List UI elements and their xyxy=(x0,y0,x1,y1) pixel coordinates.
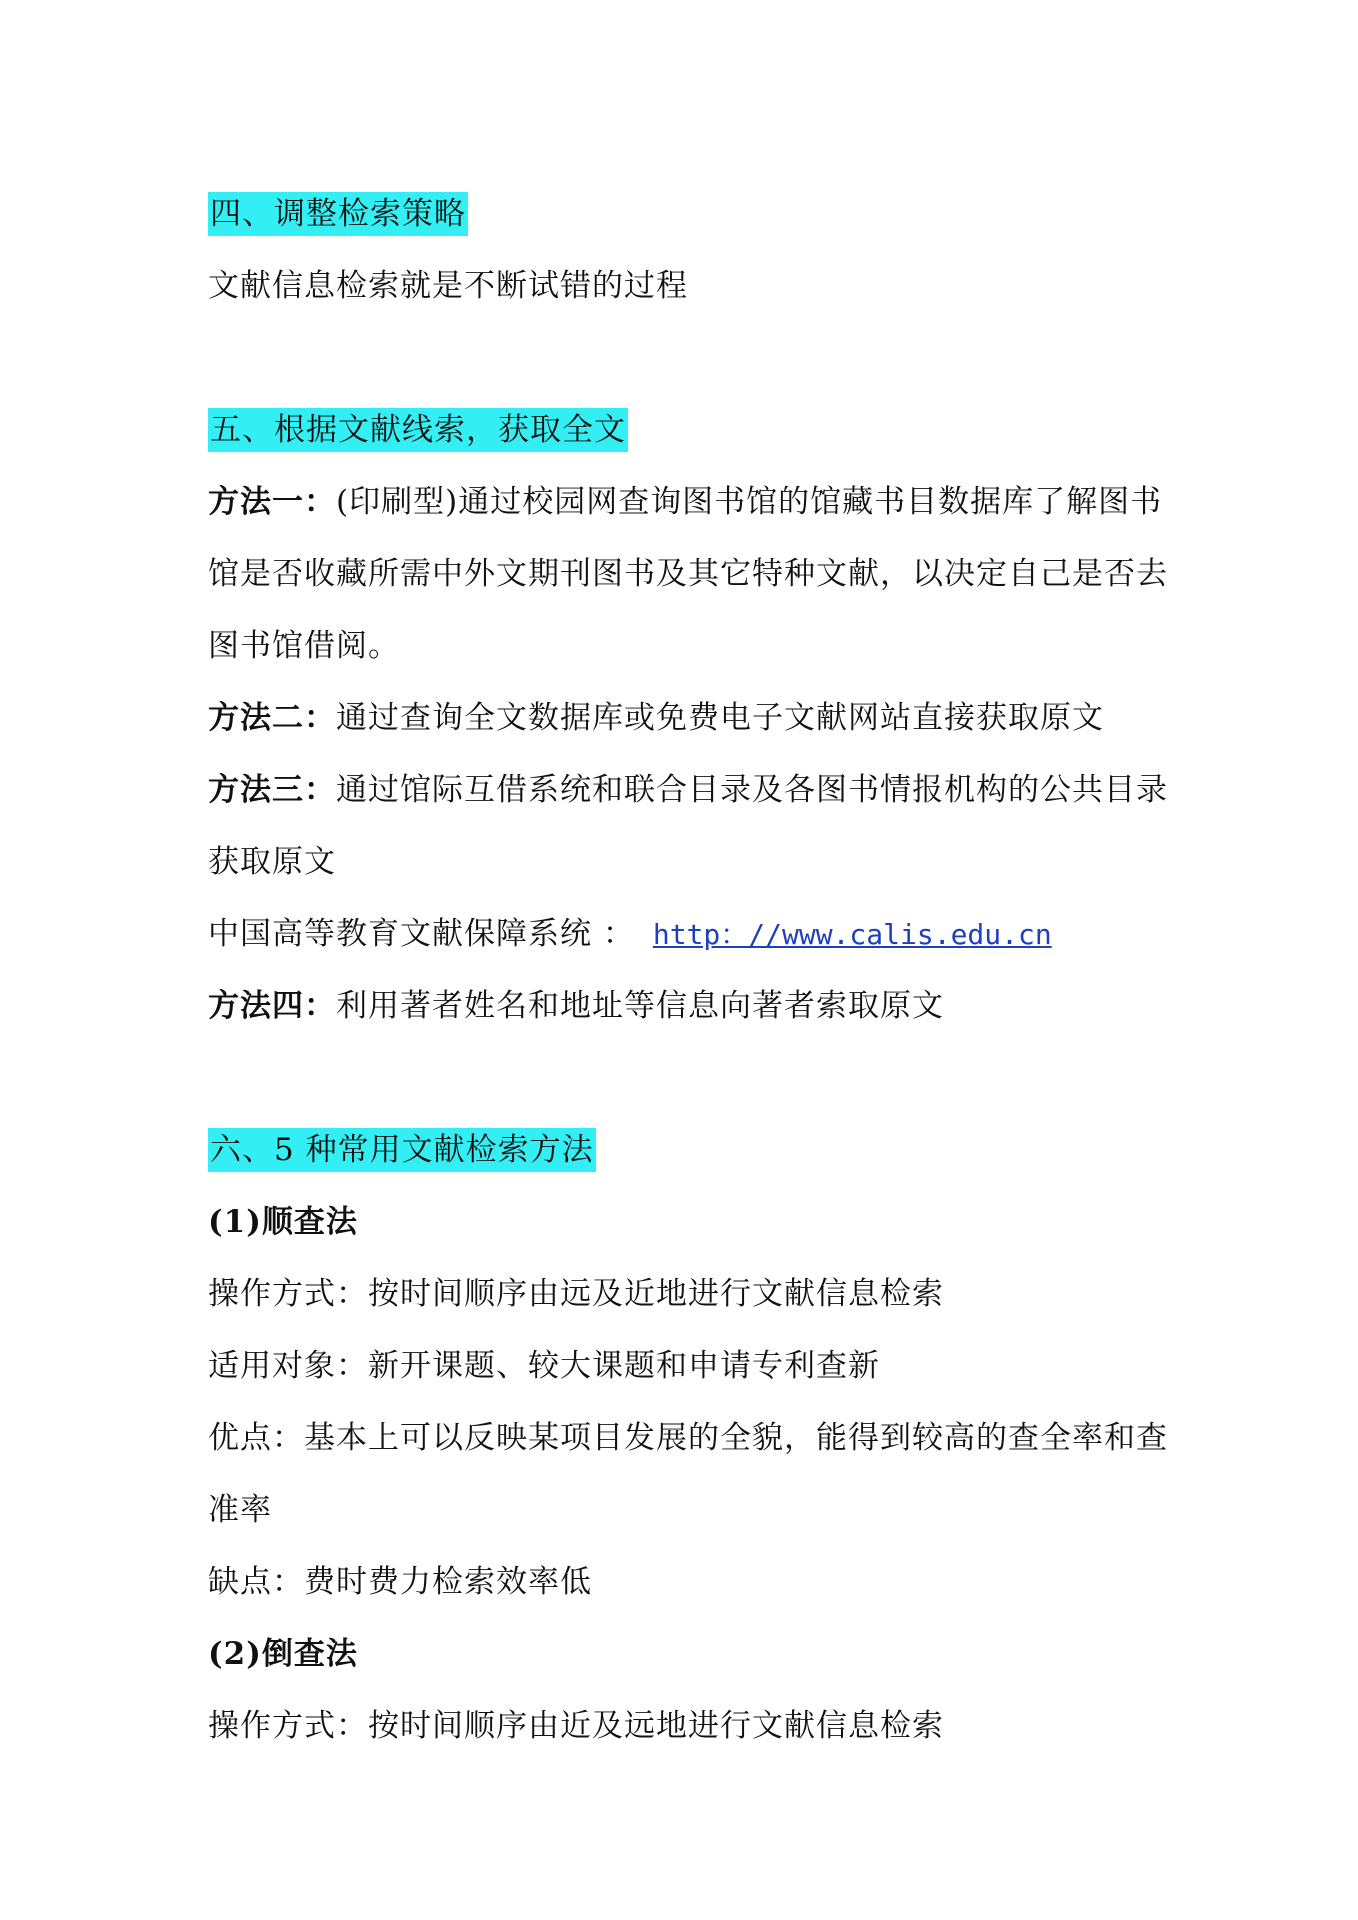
section-4-text: 文献信息检索就是不断试错的过程 xyxy=(208,268,688,304)
subsection-1-target: 适用对象：新开课题、较大课题和申请专利查新 xyxy=(208,1348,880,1384)
method-3-text-a: 通过馆际互借系统和联合目录及各图书情报机构的公共目录 xyxy=(336,772,1168,808)
subsection-1-operation: 操作方式：按时间顺序由远及近地进行文献信息检索 xyxy=(208,1276,944,1312)
section-5-heading-text: 五、根据文献线索，获取全文 xyxy=(208,408,628,452)
subsection-1-title: (1)顺查法 xyxy=(208,1204,358,1240)
calis-link[interactable]: http：//www.calis.edu.cn xyxy=(652,918,1052,951)
method-2-line xyxy=(208,682,1168,754)
subsection-2-title: (2)倒查法 xyxy=(208,1636,358,1672)
spacer xyxy=(208,322,1168,394)
subsection-1-cons: 缺点：费时费力检索效率低 xyxy=(208,1564,592,1600)
subsection-1-pros-line-2: 准率 xyxy=(208,1492,272,1528)
calis-label: 中国高等教育文献保障系统 ： xyxy=(208,916,635,952)
section-4-heading xyxy=(208,178,1168,250)
subsection-1-pros-line-1: 优点：基本上可以反映某项目发展的全貌，能得到较高的查全率和查 xyxy=(208,1420,1168,1456)
method-1-text-a: (印刷型)通过校园网查询图书馆的馆藏书目数据库了解图书 xyxy=(336,484,1163,520)
method-1-line-2: 馆是否收藏所需中外文期刊图书及其它特种文献，以决定自己是否去 xyxy=(208,556,1168,592)
method-3-line-2: 获取原文 xyxy=(208,844,336,880)
subsection-2-operation: 操作方式：按时间顺序由近及远地进行文献信息检索 xyxy=(208,1708,944,1744)
method-1-label: 方法一： xyxy=(208,484,336,520)
calis-line xyxy=(208,898,1168,970)
method-1-line-1 xyxy=(208,466,1168,538)
method-3-label: 方法三： xyxy=(208,772,336,808)
section-6-heading xyxy=(208,1114,1168,1186)
method-2-label: 方法二： xyxy=(208,700,336,736)
method-3-line-1 xyxy=(208,754,1168,826)
spacer xyxy=(208,1042,1168,1114)
method-4-text: 利用著者姓名和地址等信息向著者索取原文 xyxy=(336,988,944,1024)
section-5-heading xyxy=(208,394,1168,466)
method-4-line xyxy=(208,970,1168,1042)
document-page xyxy=(208,178,1168,1762)
method-2-text: 通过查询全文数据库或免费电子文献网站直接获取原文 xyxy=(336,700,1104,736)
section-6-heading-text: 六、5 种常用文献检索方法 xyxy=(208,1128,596,1172)
section-4-heading-text: 四、调整检索策略 xyxy=(208,192,468,236)
method-4-label: 方法四： xyxy=(208,988,336,1024)
method-1-line-3: 图书馆借阅。 xyxy=(208,628,400,664)
